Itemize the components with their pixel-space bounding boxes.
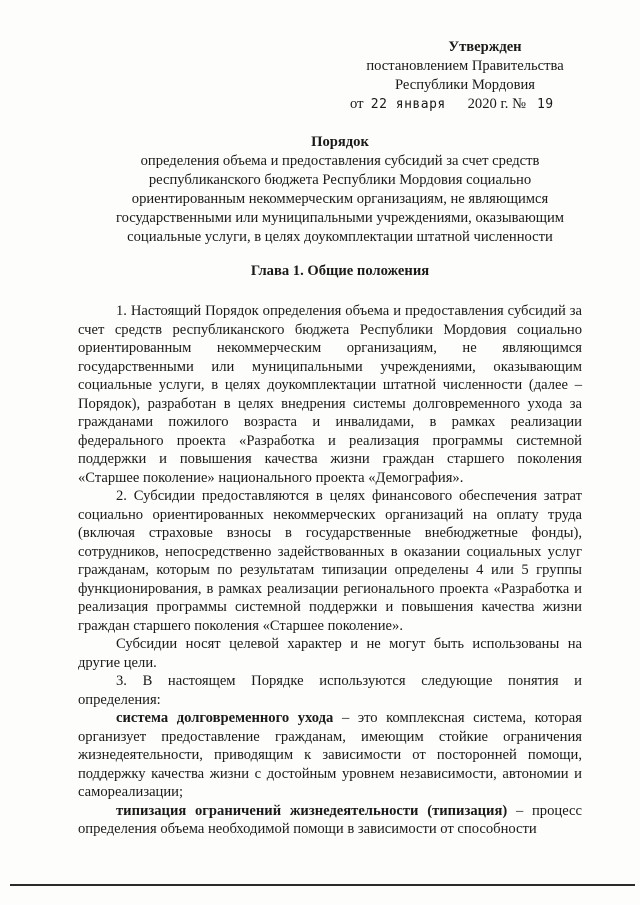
approval-date-line (340, 95, 590, 114)
paragraph-1: 1. Настоящий Порядок определения объема и предоставления субсидий за счет средств республиканского бюджета Республики Мордовия социально ориентированным некоммерческим организациям, не являющимся государственными или муниципальными учреждениями, оказывающим социальные услуги, в целях доукомплектации штатной численности (далее – Порядок), разработан в целях внедрения системы долговременного ухода за гражданами пожилого возраста и инвалидами, в рамках реализации федерального проекта «Разработка и реализация программы системной поддержки и повышения качества жизни граждан старшего поколения «Старшее поколение» национального проекта «Демография». (78, 303, 582, 486)
resolution-number: 19 (536, 97, 554, 112)
date-year: 2020 г. № (467, 96, 527, 112)
approval-line-1: постановлением Правительства (366, 58, 564, 74)
term-1: система долговременного ухода (116, 710, 334, 726)
document-body (78, 302, 582, 839)
bottom-rule (10, 884, 635, 886)
document-title: Порядок (311, 134, 369, 150)
approval-title: Утвержден (448, 39, 522, 55)
subtitle-line: определения объема и предоставления субсидий за счет средств (140, 153, 540, 169)
document-heading (60, 133, 620, 247)
approval-block (340, 38, 590, 114)
term-2-definition: – процесс определения объема необходимой помощи в зависимости от способности (78, 802, 583, 837)
definition-1 (78, 709, 582, 802)
date-day-month: 22 января (370, 97, 446, 112)
paragraph-2b: Субсидии носят целевой характер и не могут быть использованы на другие цели. (78, 636, 582, 671)
date-prefix: от (350, 96, 364, 112)
paragraph-2: 2. Субсидии предоставляются в целях финансового обеспечения затрат социально ориентированных некоммерческих организаций на оплату труда (включая страховые взносы в государственные внебюджетные фонды), сотрудников, непосредственно задействованных в оказании социальных услуг гражданам, которым по результатам типизации определены 4 или 5 группы функционирования, в рамках реализации регионального проекта «Разработка и реализация программы системной поддержки и повышения качества жизни граждан старшего поколения «Старшее поколение». (78, 488, 582, 634)
chapter-heading: Глава 1. Общие положения (250, 263, 430, 279)
subtitle-line: социальные услуги, в целях доукомплектации штатной численности (127, 229, 553, 245)
subtitle-line: государственными или муниципальными учреждениями, оказывающим (115, 210, 565, 226)
paragraph-3: 3. В настоящем Порядке используются следующие понятия и определения: (78, 673, 582, 708)
subtitle-line: ориентированным некоммерческим организациям, не являющимся (131, 191, 549, 207)
term-1-definition: – это комплексная система, которая организует предоставление гражданам, имеющим стойкие ограничения жизнедеятельности, приводящим к зависимости от посторонней помощи, поддержку качества жизни с достойным уровнем независимости, автономии и самореализации; (78, 710, 583, 800)
term-2: типизация ограничений жизнедеятельности (типизация) (116, 802, 508, 819)
definition-2 (78, 802, 582, 839)
approval-line-2: Республики Мордовия (394, 77, 535, 93)
subtitle-line: республиканского бюджета Республики Мордовия социально (148, 172, 532, 188)
